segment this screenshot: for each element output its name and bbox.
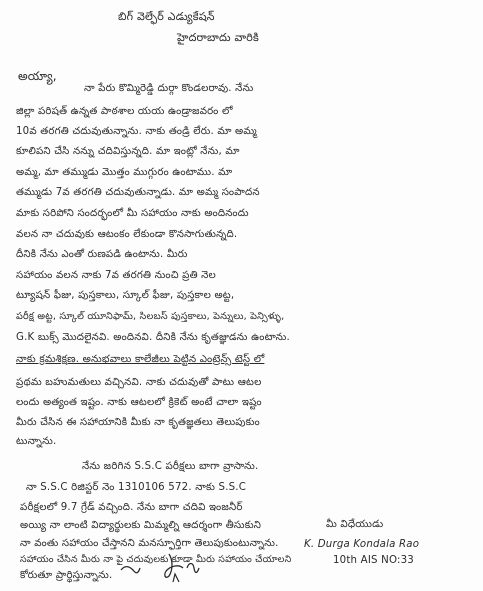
paragraph-1-line-4: కూలిపని చేసి నన్ను చదివిస్తున్నది. మా ఇంట్లో నేను, మా bbox=[16, 146, 240, 157]
paragraph-2-line-2: నా S.S.C రిజిస్టర్ నెం 1310106 572. నాకు S.S.C bbox=[26, 482, 247, 493]
paragraph-1-line-5: అమ్మ, మా తమ్ముడు మొత్తం ముగ్గురం ఉంటాము. మా bbox=[16, 167, 233, 178]
paragraph-1-line-9: దీనికి నేను ఎంతో రుణపడి ఉంటాను. మీరు bbox=[16, 249, 188, 260]
paragraph-2-line-1: నేను జరిగిన S.S.C పరీక్షలు బాగా వ్రాసాను. bbox=[82, 461, 259, 472]
paragraph-1-line-13: G.K బుక్స్ మొదలైనవి. అందినవి. దీనికి నేను కృతజ్ఞుడను ఉంటాను. bbox=[16, 332, 290, 343]
paragraph-1-line-8: వలన నా చదువుకు ఆటంకం లేకుండా కొనసాగుతున్నది. bbox=[16, 229, 238, 240]
letter-header-line-1: బిగ్ వెల్ఫేర్ ఎడ్యుకేషన్ bbox=[118, 10, 215, 23]
signature-name: K. Durga Kondala Rao bbox=[304, 539, 420, 550]
paragraph-1-line-18: టున్నాను. bbox=[16, 436, 57, 447]
handwritten-signature bbox=[113, 540, 218, 584]
paragraph-1-line-16: లందు అత్యంత ఇష్టం. నాకు ఆటలలో క్రికెట్ అంటే చాలా ఇష్టం bbox=[16, 397, 262, 408]
letter-header-line-2: హైదరాబాదు వారికి bbox=[177, 31, 259, 44]
paragraph-1-line-15: ప్రథమ బహుమతులు వచ్చినవి. నాకు చదువుతో పాటు ఆటల bbox=[16, 377, 262, 388]
paragraph-1-line-3: 10వ తరగతి చదువుతున్నాను. నాకు తండ్రి లేరు. మా అమ్మ bbox=[16, 126, 257, 137]
paragraph-1-line-1: నా పేరు కొమ్మిరెడ్డి దుర్గా కొండలరావు. నేను bbox=[84, 83, 254, 94]
class-roll-number: 10th AIS NO:33 bbox=[333, 555, 414, 566]
paragraph-2-line-7: కోరుతూ ప్రార్థిస్తున్నాను. bbox=[20, 570, 113, 581]
paragraph-1-line-2: జిల్లా పరిషత్ ఉన్నత పాఠశాల యయ ఉండ్రాజవరం లో bbox=[16, 106, 233, 117]
paragraph-1-line-11: ట్యూషన్ ఫీజు, పుస్తకాలు, స్కూల్ ఫీజు, పుస్తకాల అట్ట, bbox=[16, 290, 235, 301]
paragraph-1-line-14: నాకు క్రమశిక్షణ. అనుభవాలు కాలేజీలు పెట్టిన ఎంట్రెన్స్ టెస్ట్ లో bbox=[16, 354, 265, 365]
paragraph-1-line-6: తమ్ముడు 7వ తరగతి చదువుతున్నాడు. మా అమ్మ సంపాదన bbox=[16, 187, 260, 198]
paragraph-1-line-10: సహాయం వలన నాకు 7వ తరగతి నుంచి ప్రతి నెల bbox=[16, 270, 216, 281]
paragraph-1-line-7: మాకు సరిపోని సందర్భంలో మీ సహాయం నాకు అందినందు bbox=[16, 208, 249, 219]
paragraph-2-line-5: నా వంతు సహాయం చేస్తానని మనస్ఫూర్తిగా తెలుపుకుంటున్నాను. bbox=[20, 538, 279, 549]
paragraph-1-line-12: పరీక్ష అట్ట, స్కూల్ యూనిఫామ్, సిలబస్ పుస్తకాలు, పెన్నులు, పెన్సిళ్ళు, bbox=[16, 311, 285, 322]
letter-closing: మీ విధేయుడు bbox=[326, 519, 384, 530]
paragraph-2-line-3: పరీక్షలలో 9.7 గ్రేడ్ వచ్చింది. నేను బాగా చదివి ఇంజనీర్ bbox=[20, 502, 243, 513]
letter-greeting: అయ్యా, bbox=[18, 69, 57, 83]
paragraph-2-line-4: అయ్యి నా లాంటి విద్యార్థులకు మిమ్మల్ని ఆదర్శంగా తీసుకుని bbox=[20, 520, 262, 531]
paragraph-1-line-17: మీరు చేసిన ఈ సహాయానికి మీకు నా కృతజ్ఞతలు తెలుపుకుం bbox=[16, 417, 260, 428]
paragraph-2-line-6: సహాయం చేసిన మీరు నా పై చదువులకు కూడా మీరు సహాయం చేయాలని bbox=[20, 554, 292, 565]
